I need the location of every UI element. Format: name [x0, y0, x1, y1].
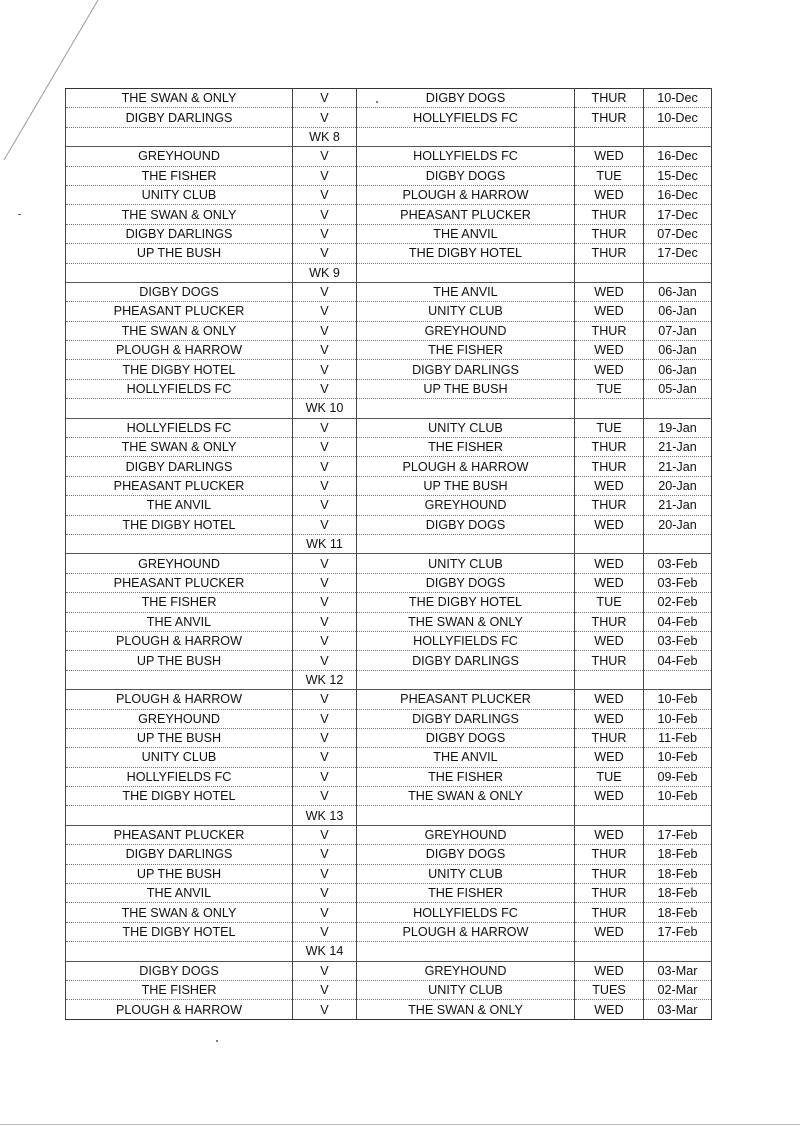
versus-mark: V — [293, 302, 357, 321]
versus-mark: V — [293, 457, 357, 476]
match-day: WED — [575, 341, 644, 360]
match-date: 19-Jan — [644, 418, 712, 437]
match-day: WED — [575, 690, 644, 709]
empty-cell — [357, 127, 575, 146]
away-team: UP THE BUSH — [357, 476, 575, 495]
away-team: HOLLYFIELDS FC — [357, 147, 575, 166]
empty-cell — [575, 127, 644, 146]
match-date: 20-Jan — [644, 515, 712, 534]
home-team: DIGBY DARLINGS — [66, 457, 293, 476]
versus-mark: V — [293, 593, 357, 612]
scan-speck — [376, 101, 378, 103]
week-label: WK 12 — [293, 670, 357, 689]
versus-mark: V — [293, 147, 357, 166]
versus-mark: V — [293, 515, 357, 534]
home-team: UP THE BUSH — [66, 244, 293, 263]
home-team: THE DIGBY HOTEL — [66, 360, 293, 379]
fixture-row — [66, 282, 712, 301]
versus-mark: V — [293, 690, 357, 709]
versus-mark: V — [293, 282, 357, 301]
match-day: WED — [575, 573, 644, 592]
versus-mark: V — [293, 224, 357, 243]
home-team: PHEASANT PLUCKER — [66, 573, 293, 592]
match-date: 03-Mar — [644, 1000, 712, 1019]
empty-cell — [575, 263, 644, 282]
fixture-row — [66, 224, 712, 243]
home-team: THE FISHER — [66, 980, 293, 999]
away-team: UNITY CLUB — [357, 864, 575, 883]
fixture-row — [66, 709, 712, 728]
match-day: WED — [575, 360, 644, 379]
fixture-row — [66, 244, 712, 263]
home-team: DIGBY DARLINGS — [66, 224, 293, 243]
match-day: THUR — [575, 903, 644, 922]
match-day: THUR — [575, 864, 644, 883]
match-day: WED — [575, 515, 644, 534]
versus-mark: V — [293, 554, 357, 573]
empty-cell — [644, 806, 712, 825]
empty-cell — [357, 399, 575, 418]
away-team: GREYHOUND — [357, 961, 575, 980]
away-team: UNITY CLUB — [357, 418, 575, 437]
away-team: PLOUGH & HARROW — [357, 922, 575, 941]
match-day: THUR — [575, 612, 644, 631]
away-team: DIGBY DARLINGS — [357, 360, 575, 379]
match-date: 11-Feb — [644, 728, 712, 747]
match-day: WED — [575, 748, 644, 767]
away-team: UNITY CLUB — [357, 554, 575, 573]
home-team: UP THE BUSH — [66, 651, 293, 670]
versus-mark: V — [293, 845, 357, 864]
fixture-row — [66, 166, 712, 185]
away-team: DIGBY DOGS — [357, 845, 575, 864]
home-team: HOLLYFIELDS FC — [66, 767, 293, 786]
fixture-row — [66, 438, 712, 457]
home-team: THE SWAN & ONLY — [66, 89, 293, 108]
week-label: WK 13 — [293, 806, 357, 825]
week-header-row — [66, 127, 712, 146]
week-header-row — [66, 942, 712, 961]
home-team: PLOUGH & HARROW — [66, 341, 293, 360]
week-header-row — [66, 399, 712, 418]
away-team: PHEASANT PLUCKER — [357, 690, 575, 709]
match-date: 06-Jan — [644, 282, 712, 301]
away-team: PLOUGH & HARROW — [357, 185, 575, 204]
match-date: 17-Dec — [644, 205, 712, 224]
home-team: THE SWAN & ONLY — [66, 903, 293, 922]
home-team: PLOUGH & HARROW — [66, 1000, 293, 1019]
match-day: WED — [575, 185, 644, 204]
versus-mark: V — [293, 1000, 357, 1019]
home-team: UNITY CLUB — [66, 748, 293, 767]
match-date: 10-Feb — [644, 690, 712, 709]
fixtures-body — [66, 89, 712, 1020]
match-day: WED — [575, 787, 644, 806]
fixture-row — [66, 476, 712, 495]
fixture-row — [66, 728, 712, 747]
scan-speck — [216, 1040, 218, 1042]
match-day: WED — [575, 709, 644, 728]
away-team: THE DIGBY HOTEL — [357, 593, 575, 612]
fixture-row — [66, 302, 712, 321]
match-day: THUR — [575, 108, 644, 127]
away-team: DIGBY DARLINGS — [357, 651, 575, 670]
fixture-row — [66, 185, 712, 204]
versus-mark: V — [293, 748, 357, 767]
home-team: UP THE BUSH — [66, 864, 293, 883]
home-team: THE DIGBY HOTEL — [66, 922, 293, 941]
match-date: 04-Feb — [644, 651, 712, 670]
week-label: WK 9 — [293, 263, 357, 282]
match-date: 17-Feb — [644, 922, 712, 941]
fixture-row — [66, 554, 712, 573]
empty-cell — [357, 534, 575, 553]
versus-mark: V — [293, 438, 357, 457]
empty-cell — [644, 942, 712, 961]
empty-cell — [66, 806, 293, 825]
match-date: 21-Jan — [644, 457, 712, 476]
fixture-row — [66, 748, 712, 767]
match-date: 10-Feb — [644, 787, 712, 806]
match-day: WED — [575, 825, 644, 844]
match-date: 17-Dec — [644, 244, 712, 263]
match-date: 10-Feb — [644, 709, 712, 728]
fixture-row — [66, 89, 712, 108]
away-team: DIGBY DOGS — [357, 89, 575, 108]
away-team: GREYHOUND — [357, 496, 575, 515]
home-team: HOLLYFIELDS FC — [66, 418, 293, 437]
week-label: WK 10 — [293, 399, 357, 418]
fixture-row — [66, 980, 712, 999]
empty-cell — [575, 942, 644, 961]
match-day: WED — [575, 961, 644, 980]
versus-mark: V — [293, 108, 357, 127]
match-day: WED — [575, 631, 644, 650]
home-team: PHEASANT PLUCKER — [66, 825, 293, 844]
week-header-row — [66, 806, 712, 825]
match-day: WED — [575, 922, 644, 941]
away-team: HOLLYFIELDS FC — [357, 631, 575, 650]
versus-mark: V — [293, 709, 357, 728]
versus-mark: V — [293, 631, 357, 650]
fixture-row — [66, 457, 712, 476]
match-day: THUR — [575, 457, 644, 476]
fixture-row — [66, 108, 712, 127]
empty-cell — [357, 263, 575, 282]
home-team: GREYHOUND — [66, 554, 293, 573]
match-day: THUR — [575, 845, 644, 864]
fixture-row — [66, 205, 712, 224]
week-header-row — [66, 670, 712, 689]
match-day: THUR — [575, 728, 644, 747]
fixture-row — [66, 922, 712, 941]
versus-mark: V — [293, 728, 357, 747]
fixtures-table — [65, 88, 712, 1020]
match-date: 04-Feb — [644, 612, 712, 631]
empty-cell — [644, 127, 712, 146]
home-team: THE FISHER — [66, 593, 293, 612]
fixture-row — [66, 787, 712, 806]
empty-cell — [644, 399, 712, 418]
versus-mark: V — [293, 89, 357, 108]
match-date: 10-Feb — [644, 748, 712, 767]
match-day: WED — [575, 476, 644, 495]
match-day: WED — [575, 302, 644, 321]
fixture-row — [66, 496, 712, 515]
away-team: PHEASANT PLUCKER — [357, 205, 575, 224]
away-team: THE SWAN & ONLY — [357, 612, 575, 631]
match-date: 18-Feb — [644, 903, 712, 922]
match-date: 03-Feb — [644, 554, 712, 573]
away-team: THE ANVIL — [357, 282, 575, 301]
match-day: THUR — [575, 438, 644, 457]
empty-cell — [644, 534, 712, 553]
versus-mark: V — [293, 922, 357, 941]
week-label: WK 11 — [293, 534, 357, 553]
versus-mark: V — [293, 360, 357, 379]
versus-mark: V — [293, 864, 357, 883]
week-header-row — [66, 263, 712, 282]
away-team: DIGBY DOGS — [357, 573, 575, 592]
empty-cell — [66, 942, 293, 961]
match-date: 02-Mar — [644, 980, 712, 999]
match-day: THUR — [575, 321, 644, 340]
match-day: WED — [575, 282, 644, 301]
versus-mark: V — [293, 205, 357, 224]
versus-mark: V — [293, 767, 357, 786]
home-team: PHEASANT PLUCKER — [66, 302, 293, 321]
match-day: TUE — [575, 418, 644, 437]
home-team: THE ANVIL — [66, 884, 293, 903]
fixture-row — [66, 341, 712, 360]
match-date: 18-Feb — [644, 845, 712, 864]
match-day: THUR — [575, 496, 644, 515]
fixture-row — [66, 961, 712, 980]
away-team: UNITY CLUB — [357, 980, 575, 999]
home-team: DIGBY DARLINGS — [66, 845, 293, 864]
home-team: PHEASANT PLUCKER — [66, 476, 293, 495]
match-day: WED — [575, 554, 644, 573]
fixture-row — [66, 767, 712, 786]
fixture-row — [66, 864, 712, 883]
match-day: TUE — [575, 379, 644, 398]
fixture-row — [66, 321, 712, 340]
home-team: PLOUGH & HARROW — [66, 690, 293, 709]
fixture-row — [66, 631, 712, 650]
home-team: GREYHOUND — [66, 147, 293, 166]
versus-mark: V — [293, 379, 357, 398]
match-day: THUR — [575, 89, 644, 108]
home-team: THE SWAN & ONLY — [66, 438, 293, 457]
match-date: 18-Feb — [644, 884, 712, 903]
home-team: DIGBY DARLINGS — [66, 108, 293, 127]
empty-cell — [66, 670, 293, 689]
away-team: HOLLYFIELDS FC — [357, 903, 575, 922]
away-team: UP THE BUSH — [357, 379, 575, 398]
home-team: THE SWAN & ONLY — [66, 205, 293, 224]
away-team: DIGBY DOGS — [357, 728, 575, 747]
home-team: UNITY CLUB — [66, 185, 293, 204]
match-date: 02-Feb — [644, 593, 712, 612]
away-team: THE SWAN & ONLY — [357, 787, 575, 806]
versus-mark: V — [293, 496, 357, 515]
away-team: PLOUGH & HARROW — [357, 457, 575, 476]
away-team: THE FISHER — [357, 341, 575, 360]
home-team: DIGBY DOGS — [66, 961, 293, 980]
match-date: 17-Feb — [644, 825, 712, 844]
match-date: 21-Jan — [644, 438, 712, 457]
match-date: 06-Jan — [644, 341, 712, 360]
versus-mark: V — [293, 961, 357, 980]
home-team: THE DIGBY HOTEL — [66, 515, 293, 534]
match-date: 03-Feb — [644, 631, 712, 650]
versus-mark: V — [293, 651, 357, 670]
match-date: 10-Dec — [644, 89, 712, 108]
versus-mark: V — [293, 166, 357, 185]
versus-mark: V — [293, 612, 357, 631]
versus-mark: V — [293, 903, 357, 922]
home-team: UP THE BUSH — [66, 728, 293, 747]
match-date: 06-Jan — [644, 360, 712, 379]
empty-cell — [575, 534, 644, 553]
home-team: THE FISHER — [66, 166, 293, 185]
versus-mark: V — [293, 341, 357, 360]
versus-mark: V — [293, 476, 357, 495]
away-team: THE FISHER — [357, 438, 575, 457]
fixture-row — [66, 515, 712, 534]
versus-mark: V — [293, 980, 357, 999]
scan-bottom-edge — [0, 1124, 800, 1125]
away-team: GREYHOUND — [357, 321, 575, 340]
empty-cell — [66, 263, 293, 282]
empty-cell — [66, 127, 293, 146]
fixture-row — [66, 573, 712, 592]
away-team: DIGBY DARLINGS — [357, 709, 575, 728]
empty-cell — [575, 806, 644, 825]
match-day: TUE — [575, 166, 644, 185]
empty-cell — [644, 263, 712, 282]
away-team: THE DIGBY HOTEL — [357, 244, 575, 263]
empty-cell — [66, 399, 293, 418]
match-day: TUE — [575, 767, 644, 786]
versus-mark: V — [293, 244, 357, 263]
match-date: 15-Dec — [644, 166, 712, 185]
home-team: DIGBY DOGS — [66, 282, 293, 301]
fixture-row — [66, 379, 712, 398]
away-team: THE SWAN & ONLY — [357, 1000, 575, 1019]
fixture-row — [66, 593, 712, 612]
fixture-row — [66, 903, 712, 922]
home-team: GREYHOUND — [66, 709, 293, 728]
home-team: THE SWAN & ONLY — [66, 321, 293, 340]
home-team: THE ANVIL — [66, 612, 293, 631]
away-team: THE FISHER — [357, 884, 575, 903]
match-date: 07-Jan — [644, 321, 712, 340]
versus-mark: V — [293, 884, 357, 903]
match-day: TUES — [575, 980, 644, 999]
match-day: THUR — [575, 244, 644, 263]
versus-mark: V — [293, 787, 357, 806]
match-date: 03-Feb — [644, 573, 712, 592]
fixture-row — [66, 690, 712, 709]
empty-cell — [357, 806, 575, 825]
match-date: 16-Dec — [644, 147, 712, 166]
empty-cell — [357, 942, 575, 961]
fixture-row — [66, 845, 712, 864]
versus-mark: V — [293, 321, 357, 340]
match-day: TUE — [575, 593, 644, 612]
away-team: THE FISHER — [357, 767, 575, 786]
match-date: 18-Feb — [644, 864, 712, 883]
versus-mark: V — [293, 418, 357, 437]
away-team: DIGBY DOGS — [357, 166, 575, 185]
empty-cell — [66, 534, 293, 553]
home-team: THE ANVIL — [66, 496, 293, 515]
match-day: THUR — [575, 224, 644, 243]
away-team: THE ANVIL — [357, 224, 575, 243]
away-team: HOLLYFIELDS FC — [357, 108, 575, 127]
week-label: WK 8 — [293, 127, 357, 146]
fixture-row — [66, 884, 712, 903]
fixture-row — [66, 825, 712, 844]
home-team: HOLLYFIELDS FC — [66, 379, 293, 398]
fixture-row — [66, 418, 712, 437]
match-date: 05-Jan — [644, 379, 712, 398]
fixture-row — [66, 147, 712, 166]
match-date: 10-Dec — [644, 108, 712, 127]
fixture-row — [66, 360, 712, 379]
versus-mark: V — [293, 185, 357, 204]
match-day: THUR — [575, 651, 644, 670]
match-date: 09-Feb — [644, 767, 712, 786]
match-day: WED — [575, 147, 644, 166]
match-date: 06-Jan — [644, 302, 712, 321]
home-team: THE DIGBY HOTEL — [66, 787, 293, 806]
match-day: WED — [575, 1000, 644, 1019]
versus-mark: V — [293, 573, 357, 592]
match-date: 21-Jan — [644, 496, 712, 515]
week-header-row — [66, 534, 712, 553]
match-date: 03-Mar — [644, 961, 712, 980]
empty-cell — [575, 670, 644, 689]
match-date: 07-Dec — [644, 224, 712, 243]
versus-mark: V — [293, 825, 357, 844]
home-team: PLOUGH & HARROW — [66, 631, 293, 650]
away-team: UNITY CLUB — [357, 302, 575, 321]
empty-cell — [357, 670, 575, 689]
away-team: DIGBY DOGS — [357, 515, 575, 534]
empty-cell — [575, 399, 644, 418]
away-team: THE ANVIL — [357, 748, 575, 767]
match-date: 16-Dec — [644, 185, 712, 204]
fixture-row — [66, 1000, 712, 1019]
scan-speck — [18, 214, 21, 215]
match-day: THUR — [575, 884, 644, 903]
match-day: THUR — [575, 205, 644, 224]
fixture-row — [66, 651, 712, 670]
away-team: GREYHOUND — [357, 825, 575, 844]
week-label: WK 14 — [293, 942, 357, 961]
empty-cell — [644, 670, 712, 689]
match-date: 20-Jan — [644, 476, 712, 495]
fixture-row — [66, 612, 712, 631]
